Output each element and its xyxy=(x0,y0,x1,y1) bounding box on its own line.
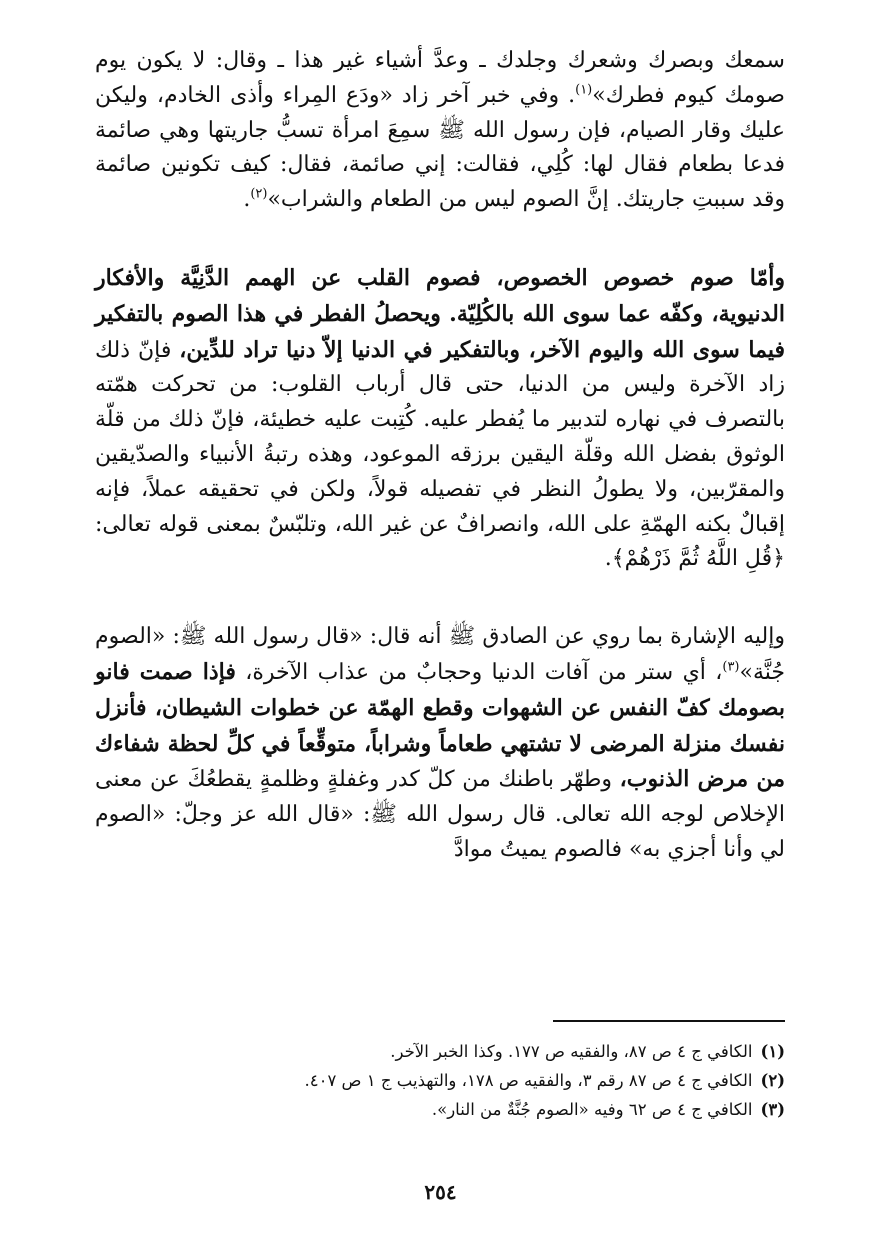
bold-text-run: وأمّا صوم خصوص الخصوص، فصوم القلب عن الهمم الدَّنِيَّة والأفكار الدنيوية، وكفّه عما سوى الله بالكُلِيّة. ويحصلُ الفطر في هذا الصوم بالتفكير فيما سوى الله واليوم الآخر، وبالتفكير في الدنيا إلاّ دنيا تراد للدِّين، xyxy=(95,264,785,363)
footnote-ref-3[interactable]: (٣) xyxy=(722,659,740,675)
main-text xyxy=(95,44,785,868)
footnote-ref-1[interactable]: (١) xyxy=(575,82,593,98)
paragraph-3 xyxy=(95,620,785,868)
footnote-text: الكافي ج ٤ ص ٨٧ رقم ٣، والفقيه ص ١٧٨، والتهذيب ج ١ ص ٤٠٧. xyxy=(304,1071,753,1090)
footnote-text: الكافي ج ٤ ص ٦٢ وفيه «الصوم جُنَّةٌ من النار». xyxy=(431,1100,753,1119)
text-run: فإنّ ذلك زاد الآخرة وليس من الدنيا، حتى قال أرباب القلوب: من تحركت همّته بالتصرف في نهاره لتدبير ما يُفطر عليه. كُتِبت عليه خطيئة، فإنّ ذلك من قلّة الوثوق بفضل الله وقلّة اليقين برزقه الموعود، وهذه رتبةُ الأنبياء والصدّيقين والمقرّبين، ولا يطولُ النظر في تفصيله قولاً، ولكن في تحقيقه عملاً، فإنه إقبالٌ بكنه الهمّةِ على الله، وانصرافٌ عن غير الله، وتلبّسٌ بمعنى قوله تعالى: ﴿قُلِ اللَّهُ ثُمَّ ذَرْهُمْ﴾. xyxy=(95,337,785,572)
text-run: سمعك وبصرك وشعرك وجلدك ـ وعدَّ أشياء غير هذا ـ وقال: لا يكون يوم صومك كيوم فطرك» xyxy=(95,48,785,108)
footnote-divider xyxy=(553,1020,785,1022)
text-run: . وفي خبر آخر زاد «ودَع المِراء وأذى الخادم، وليكن عليك وقار الصيام، فإن رسول الله ﷺ سمِعَ امرأة تسبُّ جاريتها وهي صائمة فدعا بطعام فقال لها: كُلِي، فقالت: إني صائمة، فقال: كيف تكونين صائمة وقد سببتِ جاريتك. إنَّ الصوم ليس من الطعام والشراب» xyxy=(95,82,785,213)
paragraph-1 xyxy=(95,44,785,218)
bold-text-run: فإذا صمت فانو بصومك كفّ النفس عن الشهوات وقطع الهمّة عن خطوات الشيطان، فأنزل نفسك منزلة المرضى لا تشتهي طعاماً وشراباً، متوقِّعاً في كلِّ لحظة شفاءك من مرض الذنوب، xyxy=(95,658,785,793)
footnote-number: (١) xyxy=(760,1042,785,1061)
footnote-3 xyxy=(95,1095,785,1124)
text-run: ، أي ستر من آفات الدنيا وحجابٌ من عذاب الآخرة، xyxy=(235,659,723,685)
text-run: وإليه الإشارة بما روي عن الصادق ﷺ أنه قال: «قال رسول الله ﷺ: «الصوم جُنَّة» xyxy=(95,624,785,685)
text-run: . xyxy=(243,187,251,213)
footnote-ref-2[interactable]: (٢) xyxy=(250,186,268,202)
footnote-number: (٢) xyxy=(760,1071,785,1090)
paragraph-2 xyxy=(95,261,785,577)
footnotes xyxy=(95,1037,785,1124)
footnote-number: (٣) xyxy=(760,1100,785,1119)
text-run: وطهّر باطنك من كلّ كدر وغفلةٍ وظلمةٍ يقطعُكَ عن معنى الإخلاص لوجه الله تعالى. قال رسول الله ﷺ: «قال الله عز وجلّ: «الصوم لي وأنا أجزي به» فالصوم يميتُ موادَّ xyxy=(95,767,785,862)
page-number: ٢٥٤ xyxy=(424,1180,457,1204)
footnote-text: الكافي ج ٤ ص ٨٧، والفقيه ص ١٧٧. وكذا الخبر الآخر. xyxy=(390,1042,753,1061)
footnote-2 xyxy=(95,1066,785,1095)
footnote-1 xyxy=(95,1037,785,1066)
